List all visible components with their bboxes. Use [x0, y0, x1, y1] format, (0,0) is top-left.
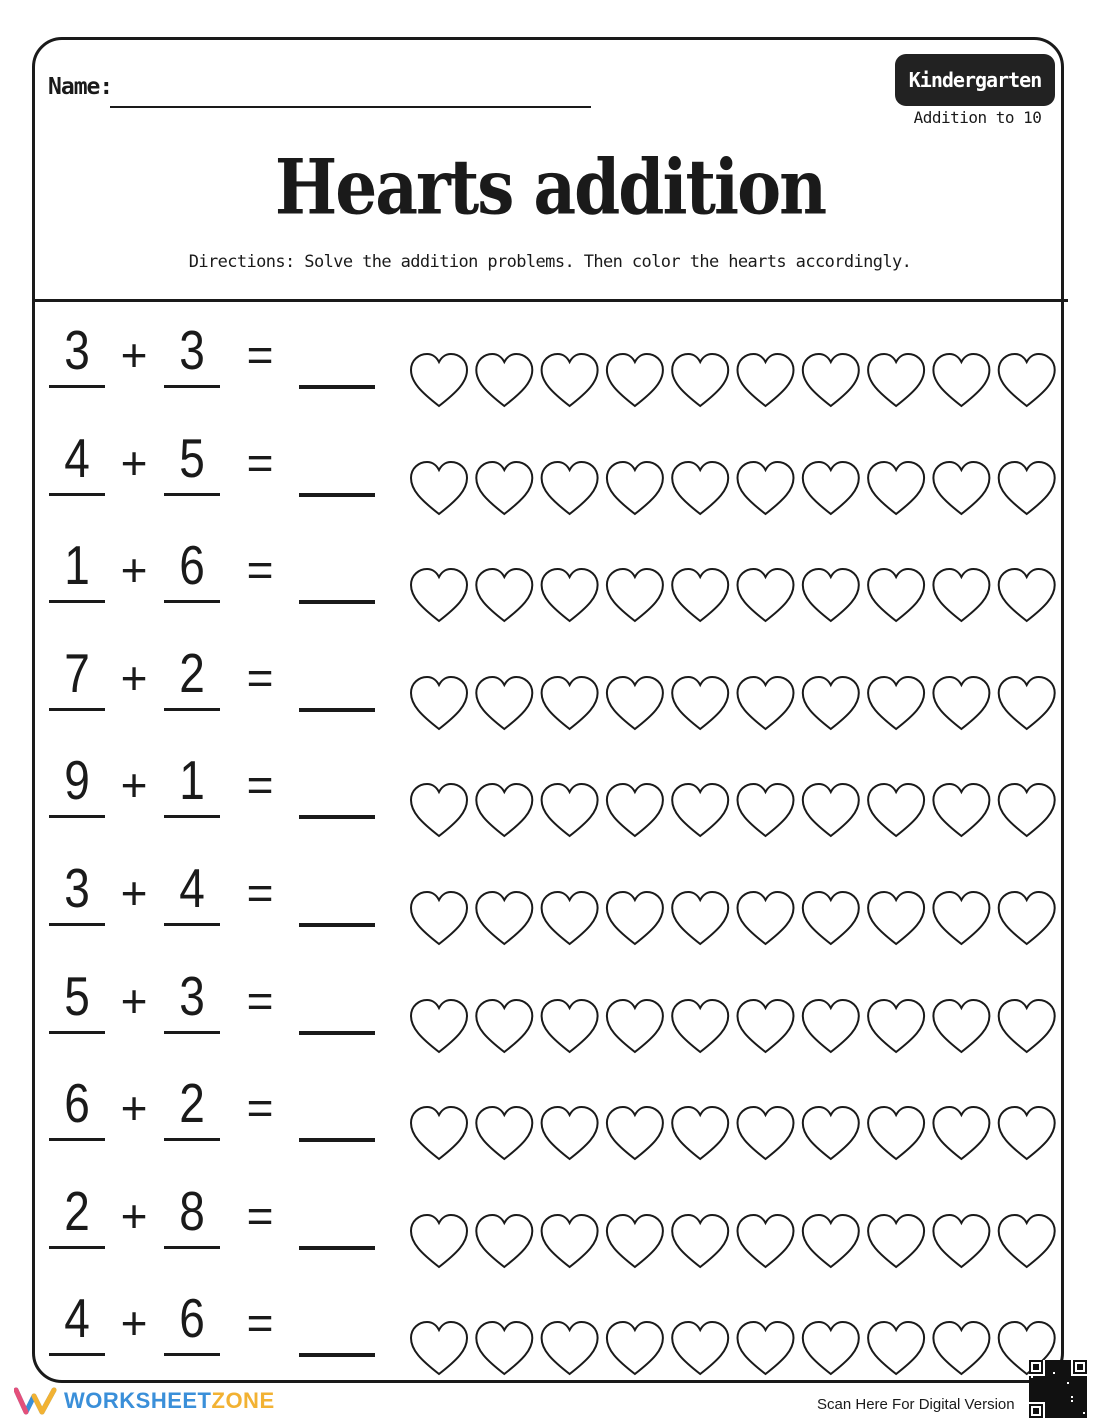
directions-text: Directions: Solve the addition problems. Then color the hearts accordingly.	[188, 252, 912, 272]
heart-icon[interactable]	[672, 892, 728, 944]
plus-sign: +	[120, 867, 148, 919]
addend-a	[49, 426, 105, 496]
heart-icon[interactable]	[933, 354, 989, 406]
hearts-group	[407, 1318, 1062, 1378]
heart-icon[interactable]	[738, 784, 794, 836]
name-label: Name:	[48, 74, 113, 100]
heart-icon[interactable]	[868, 677, 924, 729]
heart-icon[interactable]	[868, 1000, 924, 1052]
plus-sign: +	[120, 329, 148, 381]
heart-icon[interactable]	[476, 892, 532, 944]
plus-sign: +	[120, 1082, 148, 1135]
addend-a-value: 3	[64, 319, 90, 381]
hearts-group	[407, 996, 1062, 1056]
addend-a-value: 3	[64, 857, 90, 919]
heart-icon[interactable]	[607, 784, 663, 836]
brand-logo	[14, 1386, 275, 1416]
heart-icon[interactable]	[672, 1000, 728, 1052]
scan-text: Scan Here For Digital Version	[817, 1396, 1015, 1413]
addend-b	[164, 1180, 220, 1249]
heart-icon[interactable]	[803, 677, 859, 729]
heart-icon[interactable]	[933, 892, 989, 944]
heart-icon[interactable]	[803, 462, 859, 514]
equals-sign: =	[246, 436, 274, 489]
addend-a	[49, 1180, 105, 1249]
brand-w-icon	[14, 1386, 58, 1416]
heart-icon[interactable]	[933, 677, 989, 729]
heart-icon[interactable]	[476, 677, 532, 729]
heart-icon[interactable]	[803, 1000, 859, 1052]
equals-sign: =	[246, 651, 274, 704]
heart-icon[interactable]	[542, 569, 598, 621]
heart-icon[interactable]	[672, 354, 728, 406]
qr-code-icon[interactable]	[1029, 1360, 1087, 1418]
addend-a-value: 7	[64, 642, 90, 704]
addend-b	[164, 964, 220, 1034]
answer-blank[interactable]	[299, 757, 375, 819]
heart-icon[interactable]	[542, 1322, 598, 1374]
heart-icon[interactable]	[476, 784, 532, 836]
plus-sign: +	[120, 1297, 148, 1350]
addend-b-value: 3	[179, 964, 205, 1027]
heart-icon[interactable]	[542, 1000, 598, 1052]
topic-label: Addition to 10	[913, 108, 1042, 127]
equals-sign: =	[246, 329, 274, 381]
heart-icon[interactable]	[803, 784, 859, 836]
answer-blank[interactable]	[299, 1188, 375, 1250]
addend-b-value: 3	[179, 319, 205, 381]
addend-b	[164, 534, 220, 603]
heart-icon[interactable]	[999, 677, 1055, 729]
heart-icon[interactable]	[803, 354, 859, 406]
heart-icon[interactable]	[411, 462, 467, 514]
answer-blank[interactable]	[299, 327, 375, 389]
heart-icon[interactable]	[411, 1322, 467, 1374]
heart-icon[interactable]	[542, 354, 598, 406]
problem-row	[0, 857, 1100, 965]
addend-a	[49, 642, 105, 711]
heart-icon[interactable]	[607, 1322, 663, 1374]
heart-icon[interactable]	[672, 1215, 728, 1267]
answer-blank[interactable]	[299, 865, 375, 927]
brand-name	[64, 1388, 275, 1414]
problem-row	[0, 534, 1100, 642]
heart-icon[interactable]	[542, 1215, 598, 1267]
heart-icon[interactable]	[542, 1107, 598, 1159]
problem-row	[0, 1072, 1100, 1180]
problem-row	[0, 1180, 1100, 1288]
heart-icon[interactable]	[999, 1107, 1055, 1159]
plus-sign: +	[120, 1189, 148, 1242]
addend-b-value: 2	[179, 1072, 205, 1134]
heart-icon[interactable]	[999, 569, 1055, 621]
addend-a	[49, 964, 105, 1034]
heart-icon[interactable]	[411, 892, 467, 944]
addend-b-value: 6	[179, 534, 205, 596]
heart-icon[interactable]	[933, 784, 989, 836]
brand-accent: ZONE	[211, 1388, 275, 1413]
addend-a	[49, 749, 105, 818]
addend-a-value: 4	[64, 426, 90, 489]
heart-icon[interactable]	[999, 462, 1055, 514]
heart-icon[interactable]	[738, 1000, 794, 1052]
brand-main: WORKSHEET	[64, 1388, 212, 1413]
heart-icon[interactable]	[803, 892, 859, 944]
addend-a	[49, 534, 105, 603]
heart-icon[interactable]	[476, 569, 532, 621]
problem-row	[0, 642, 1100, 750]
hearts-group	[407, 565, 1062, 625]
hearts-group	[407, 1211, 1062, 1271]
plus-sign: +	[120, 974, 148, 1027]
heart-icon[interactable]	[607, 677, 663, 729]
equals-sign: =	[246, 867, 274, 919]
heart-icon[interactable]	[738, 354, 794, 406]
addend-b-value: 4	[179, 857, 205, 919]
addend-b	[164, 857, 220, 926]
heart-icon[interactable]	[738, 1107, 794, 1159]
equals-sign: =	[246, 974, 274, 1027]
addend-b	[164, 319, 220, 388]
heart-icon[interactable]	[476, 1107, 532, 1159]
heart-icon[interactable]	[672, 1107, 728, 1159]
problem-row	[0, 1287, 1100, 1395]
plus-sign: +	[120, 651, 148, 704]
addend-b	[164, 426, 220, 496]
problem-row	[0, 749, 1100, 857]
addend-b	[164, 1287, 220, 1356]
equals-sign: =	[246, 544, 274, 597]
heart-icon[interactable]	[933, 1215, 989, 1267]
addend-b-value: 8	[179, 1180, 205, 1242]
heart-icon[interactable]	[933, 462, 989, 514]
heart-icon[interactable]	[672, 1322, 728, 1374]
heart-icon[interactable]	[868, 1107, 924, 1159]
addend-b-value: 2	[179, 642, 205, 704]
addend-a	[49, 1072, 105, 1141]
heart-icon[interactable]	[738, 892, 794, 944]
answer-blank[interactable]	[299, 973, 375, 1035]
answer-blank[interactable]	[299, 435, 375, 497]
heart-icon[interactable]	[803, 569, 859, 621]
heart-icon[interactable]	[411, 784, 467, 836]
heart-icon[interactable]	[803, 1215, 859, 1267]
heart-icon[interactable]	[738, 1322, 794, 1374]
heart-icon[interactable]	[476, 1215, 532, 1267]
addend-b-value: 6	[179, 1287, 205, 1350]
plus-sign: +	[120, 544, 148, 597]
addend-b-value: 5	[179, 426, 205, 489]
heart-icon[interactable]	[933, 1107, 989, 1159]
hearts-group	[407, 888, 1062, 948]
heart-icon[interactable]	[672, 677, 728, 729]
heart-icon[interactable]	[607, 892, 663, 944]
heart-icon[interactable]	[868, 1322, 924, 1374]
heart-icon[interactable]	[411, 569, 467, 621]
hearts-group	[407, 458, 1062, 518]
problem-row	[0, 319, 1100, 427]
heart-icon[interactable]	[607, 1215, 663, 1267]
heart-icon[interactable]	[542, 784, 598, 836]
plus-sign: +	[120, 759, 148, 812]
heart-icon[interactable]	[607, 462, 663, 514]
hearts-group	[407, 673, 1062, 733]
heart-icon[interactable]	[476, 462, 532, 514]
heart-icon[interactable]	[738, 1215, 794, 1267]
heart-icon[interactable]	[607, 354, 663, 406]
addend-a-value: 4	[64, 1287, 90, 1350]
heart-icon[interactable]	[672, 569, 728, 621]
heart-icon[interactable]	[933, 1000, 989, 1052]
heart-icon[interactable]	[542, 677, 598, 729]
answer-blank[interactable]	[299, 1295, 375, 1357]
addend-a-value: 5	[64, 964, 90, 1027]
heart-icon[interactable]	[933, 569, 989, 621]
heart-icon[interactable]	[607, 1000, 663, 1052]
heart-icon[interactable]	[868, 354, 924, 406]
addend-b-value: 1	[179, 749, 205, 812]
addend-a	[49, 1287, 105, 1356]
heart-icon[interactable]	[476, 1000, 532, 1052]
heart-icon[interactable]	[411, 354, 467, 406]
heart-icon[interactable]	[868, 462, 924, 514]
heart-icon[interactable]	[607, 569, 663, 621]
heart-icon[interactable]	[999, 892, 1055, 944]
heart-icon[interactable]	[738, 462, 794, 514]
addend-a	[49, 857, 105, 926]
heart-icon[interactable]	[868, 569, 924, 621]
plus-sign: +	[120, 436, 148, 489]
addend-a-value: 2	[64, 1180, 90, 1242]
hearts-group	[407, 1103, 1062, 1163]
heart-icon[interactable]	[738, 569, 794, 621]
grade-badge: Kindergarten	[895, 54, 1055, 106]
heart-icon[interactable]	[868, 892, 924, 944]
hearts-group	[407, 780, 1062, 840]
heart-icon[interactable]	[933, 1322, 989, 1374]
heart-icon[interactable]	[672, 784, 728, 836]
heart-icon[interactable]	[411, 1107, 467, 1159]
equals-sign: =	[246, 759, 274, 812]
answer-blank[interactable]	[299, 1080, 375, 1142]
heart-icon[interactable]	[542, 892, 598, 944]
addend-a-value: 1	[64, 534, 90, 596]
heart-icon[interactable]	[868, 784, 924, 836]
equals-sign: =	[246, 1189, 274, 1242]
heart-icon[interactable]	[411, 1215, 467, 1267]
addend-a-value: 9	[64, 749, 90, 812]
heart-icon[interactable]	[803, 1107, 859, 1159]
addend-a	[49, 319, 105, 388]
heart-icon[interactable]	[411, 1000, 467, 1052]
addend-b	[164, 749, 220, 818]
addend-b	[164, 1072, 220, 1141]
heart-icon[interactable]	[738, 677, 794, 729]
heart-icon[interactable]	[476, 354, 532, 406]
addend-a-value: 6	[64, 1072, 90, 1134]
heart-icon[interactable]	[868, 1215, 924, 1267]
addend-b	[164, 642, 220, 711]
heart-icon[interactable]	[411, 677, 467, 729]
heart-icon[interactable]	[999, 784, 1055, 836]
heart-icon[interactable]	[999, 1215, 1055, 1267]
heart-icon[interactable]	[607, 1107, 663, 1159]
heart-icon[interactable]	[542, 462, 598, 514]
hearts-group	[407, 350, 1062, 410]
heart-icon[interactable]	[803, 1322, 859, 1374]
equals-sign: =	[246, 1297, 274, 1350]
heart-icon[interactable]	[999, 1000, 1055, 1052]
heart-icon[interactable]	[672, 462, 728, 514]
answer-blank[interactable]	[299, 542, 375, 604]
equals-sign: =	[246, 1082, 274, 1135]
heart-icon[interactable]	[999, 354, 1055, 406]
problem-row	[0, 964, 1100, 1073]
worksheet-title: Hearts addition	[274, 142, 826, 232]
heart-icon[interactable]	[476, 1322, 532, 1374]
answer-blank[interactable]	[299, 650, 375, 712]
problem-row	[0, 426, 1100, 535]
